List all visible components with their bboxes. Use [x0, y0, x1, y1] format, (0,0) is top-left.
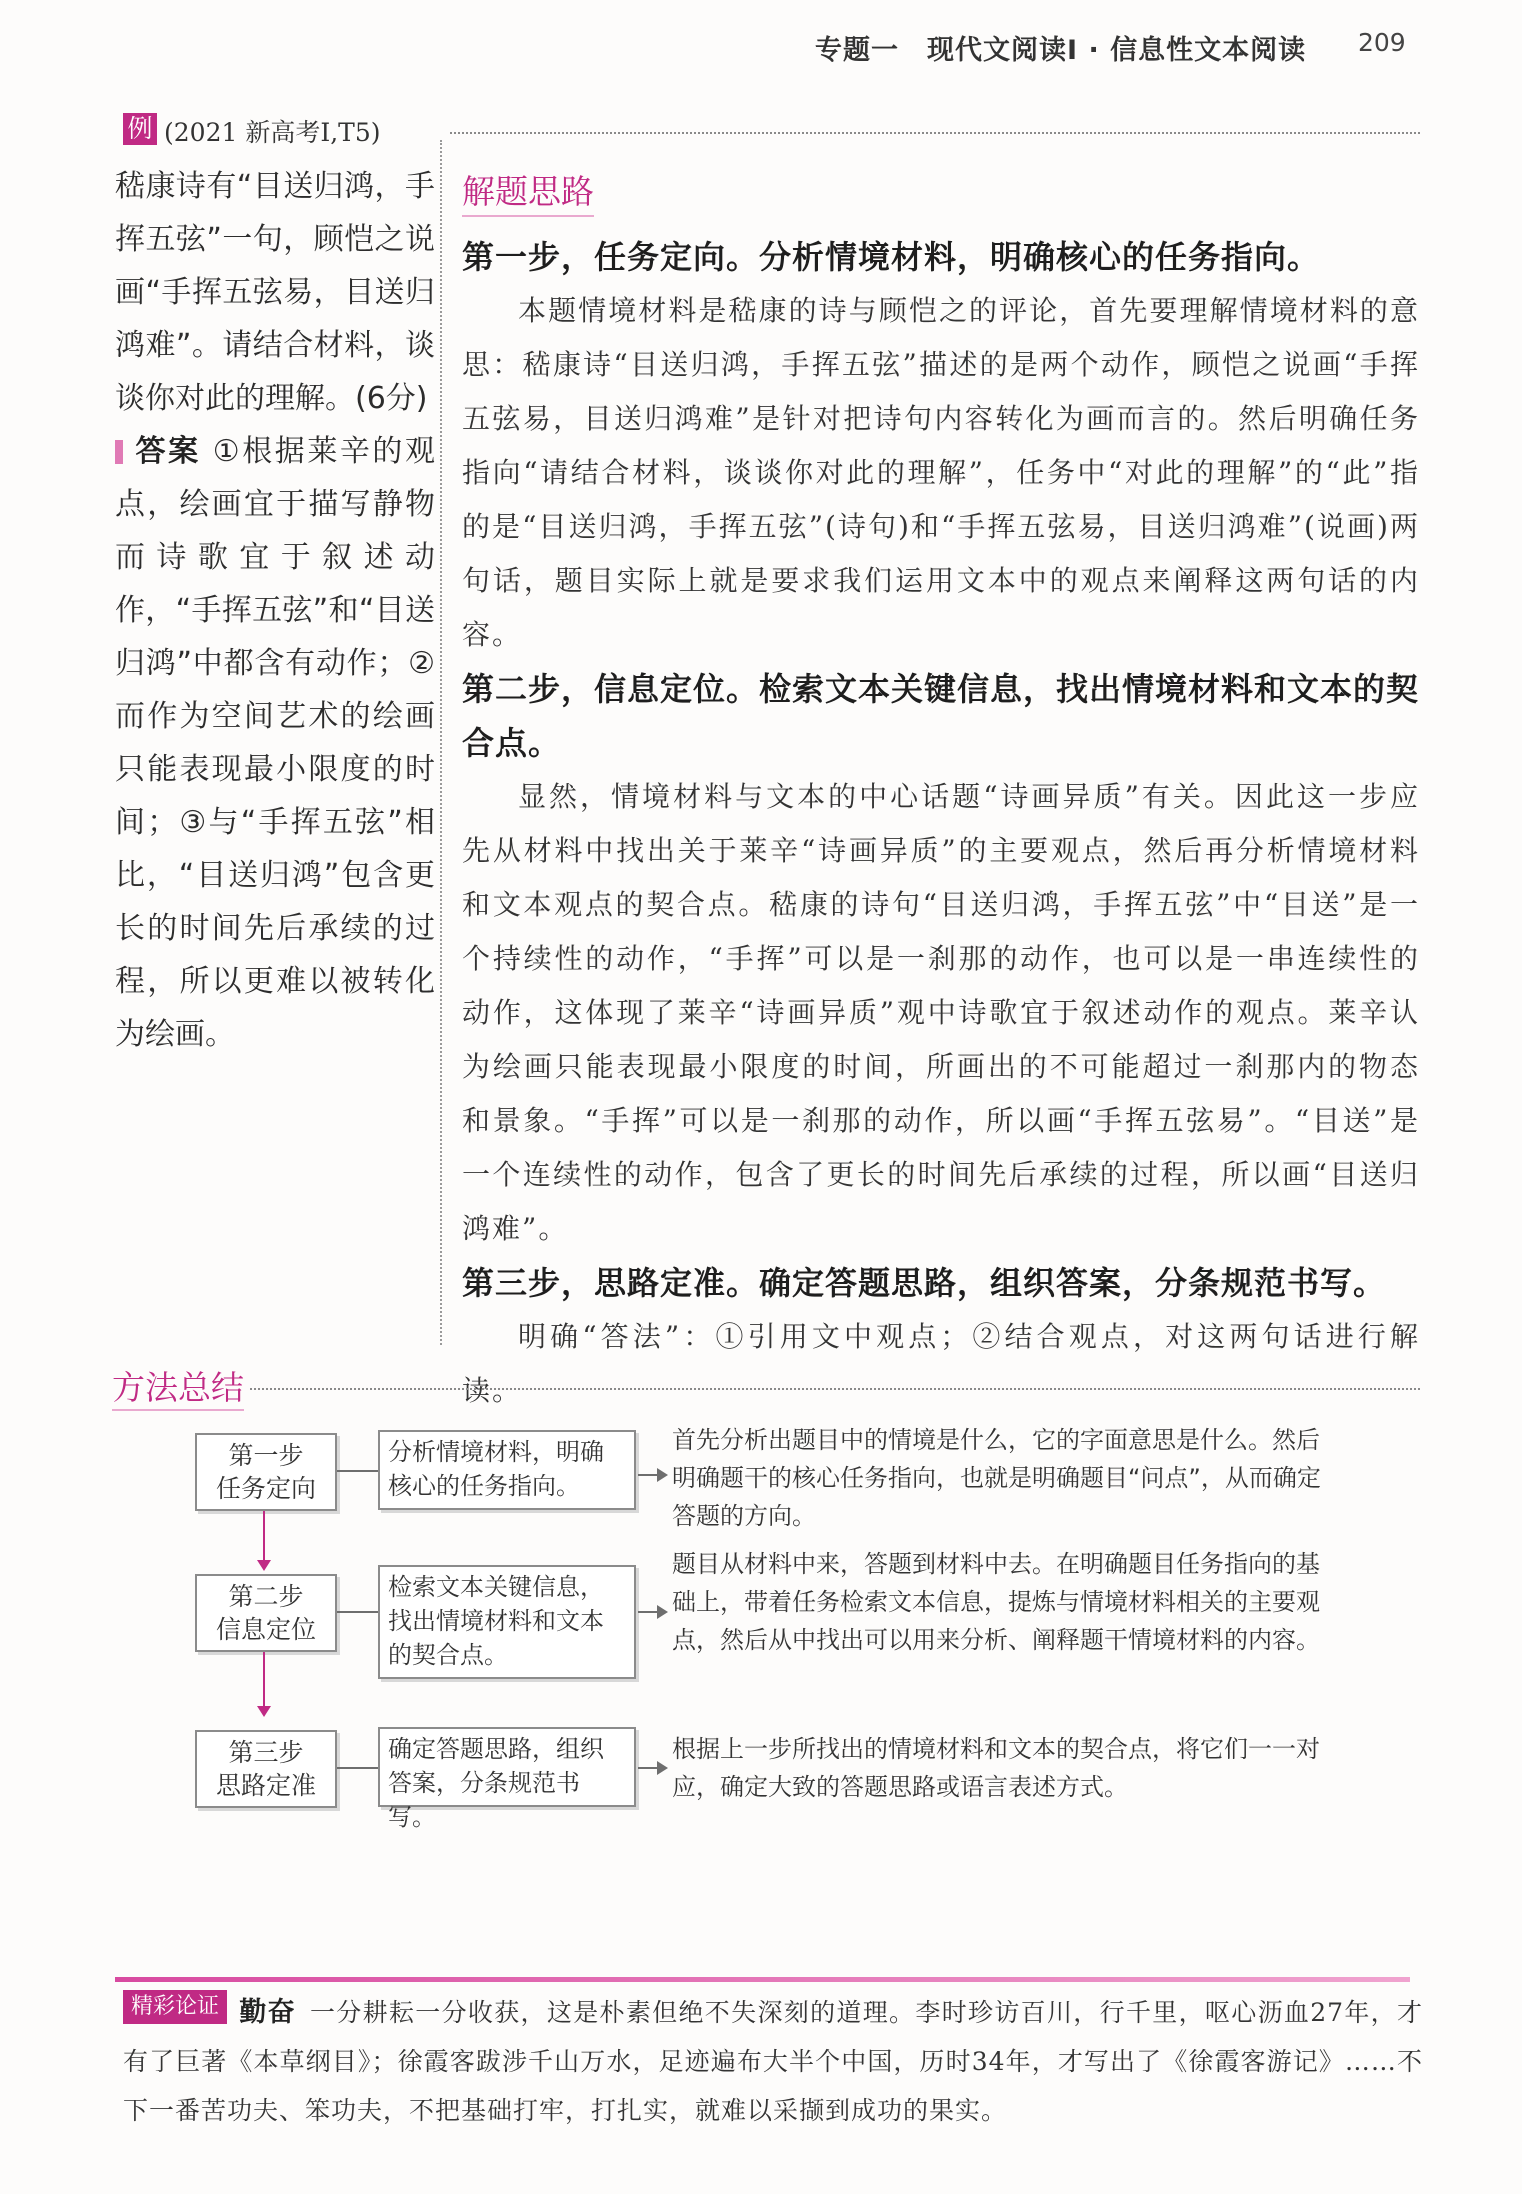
flow-step-3-desc: 确定答题思路，组织答案，分条规范书写。 — [378, 1727, 636, 1807]
solution-column — [462, 230, 1420, 1418]
essay-badge: 精彩论证 — [123, 1990, 227, 2024]
flow-step-1-name: 任务定向 — [215, 1474, 316, 1503]
flow-step-1-desc: 分析情境材料，明确核心的任务指向。 — [378, 1430, 636, 1510]
method-summary-heading: 方法总结 — [112, 1362, 244, 1411]
arrow-down-icon — [257, 1560, 271, 1571]
arrow-right-icon — [657, 1761, 668, 1775]
flow-step-3-box — [195, 1730, 337, 1808]
flow-step-2-desc: 检索文本关键信息，找出情境材料和文本的契合点。 — [378, 1565, 636, 1679]
flow-step-1-explain: 首先分析出题目中的情境是什么，它的字面意思是什么。然后明确题干的核心任务指向，也就是明确题目“问点”，从而确定答题的方向。 — [672, 1426, 1321, 1530]
essay-text: 一分耕耘一分收获，这是朴素但绝不失深刻的道理。李时珍访百川，行千里，呕心沥血27年，才有了巨著《本草纲目》；徐霞客跋涉千山万水，足迹遍布大半个中国，历时34年，才写出了《徐霞客游记》……不下一番苦功夫、笨功夫，不把基础打牢，打扎实，就难以采撷到成功的果实。 — [123, 1998, 1423, 2125]
answer-label: 答案 — [133, 434, 201, 469]
flow-step-3-name: 思路定准 — [215, 1771, 316, 1800]
example-badge: 例 — [123, 113, 157, 145]
step-1-title: 第一步，任务定向。分析情境材料，明确核心的任务指向。 — [462, 238, 1321, 276]
answer-marker-icon — [115, 440, 123, 464]
connector-line — [337, 1767, 378, 1769]
flow-step-2-box — [195, 1574, 337, 1652]
question-column — [115, 160, 435, 1061]
solution-heading: 解题思路 — [462, 166, 594, 217]
step-1-body: 本题情境材料是嵇康的诗与顾恺之的评论，首先要理解情境材料的意思：嵇康诗“目送归鸿，手挥五弦”描述的是两个动作，顾恺之说画“手挥五弦易，目送归鸿难”是针对把诗句内容转化为画而言的。然后明确任务指向“请结合材料，谈谈你对此的理解”，任务中“对此的理解”的“此”指的是“目送归鸿，手挥五弦”(诗句)和“手挥五弦易，目送归鸿难”(说画)两句话，题目实际上就是要求我们运用文本中的观点来阐释这两句话的内容。 — [462, 294, 1420, 651]
page-number: 209 — [1358, 28, 1406, 57]
flow-step-2-name: 信息定位 — [215, 1615, 316, 1644]
connector-line — [337, 1470, 378, 1472]
step-2-body: 显然，情境材料与文本的中心话题“诗画异质”有关。因此这一步应先从材料中找出关于莱辛“诗画异质”的主要观点，然后再分析情境材料和文本观点的契合点。嵇康的诗句“目送归鸿，手挥五弦”中“目送”是一个持续性的动作，“手挥”可以是一刹那的动作，也可以是一串连续性的动作，这体现了莱辛“诗画异质”观中诗歌宜于叙述动作的观点。莱辛认为绘画只能表现最小限度的时间，所画出的不可能超过一刹那内的物态和景象。“手挥”可以是一刹那的动作，所以画“手挥五弦易”。“目送”是一个连续性的动作，包含了更长的时间先后承续的过程，所以画“目送归鸿难”。 — [462, 780, 1420, 1245]
essay-paragraph — [123, 1988, 1423, 2135]
flow-step-3-explain: 根据上一步所找出的情境材料和文本的契合点，将它们一一对应，确定大致的答题思路或语言表述方式。 — [672, 1735, 1320, 1801]
question-text: 嵇康诗有“目送归鸿，手挥五弦”一句，顾恺之说画“手挥五弦易，目送归鸿难”。请结合材料，谈谈你对此的理解。(6分) — [115, 169, 435, 416]
answer-block — [115, 425, 435, 1061]
flow-step-3-number: 第三步 — [228, 1738, 304, 1767]
step-3-body: 明确“答法”：①引用文中观点；②结合观点，对这两句话进行解读。 — [462, 1320, 1420, 1407]
connector-line — [337, 1611, 378, 1613]
flow-step-2-explain: 题目从材料中来，答题到材料中去。在明确题目任务指向的基础上，带着任务检索文本信息，提炼与情境材料相关的主要观点，然后从中找出可以用来分析、阐释题干情境材料的内容。 — [672, 1550, 1320, 1654]
flow-step-2-number: 第二步 — [228, 1582, 304, 1611]
flow-connector — [263, 1652, 265, 1707]
dotted-divider-method — [250, 1388, 1420, 1390]
arrow-right-icon — [657, 1468, 668, 1482]
connector-line — [638, 1474, 658, 1476]
connector-line — [638, 1767, 658, 1769]
arrow-right-icon — [657, 1605, 668, 1619]
connector-line — [638, 1611, 658, 1613]
essay-strip-rule — [115, 1977, 1410, 1982]
flow-step-1-box — [195, 1433, 337, 1511]
example-source: (2021 新高考Ⅰ,T5) — [164, 118, 381, 147]
step-3-title: 第三步，思路定准。确定答题思路，组织答案，分条规范书写。 — [462, 1264, 1387, 1302]
essay-keyword: 勤奋 — [239, 1997, 296, 2028]
dotted-divider-top — [450, 132, 1420, 134]
arrow-down-icon — [257, 1706, 271, 1717]
answer-text: ①根据莱辛的观点，绘画宜于描写静物而诗歌宜于叙述动作，“手挥五弦”和“目送归鸿”中都含有动作；②而作为空间艺术的绘画只能表现最小限度的时间；③与“手挥五弦”相比，“目送归鸿”包含更长的时间先后承续的过程，所以更难以被转化为绘画。 — [115, 434, 435, 1052]
flow-step-1-number: 第一步 — [228, 1441, 304, 1470]
step-2-title: 第二步，信息定位。检索文本关键信息，找出情境材料和文本的契合点。 — [462, 670, 1420, 762]
column-divider — [440, 140, 442, 1345]
running-header-title: 专题一 现代文阅读Ⅰ · 信息性文本阅读 — [815, 35, 1307, 66]
flow-connector — [263, 1511, 265, 1561]
